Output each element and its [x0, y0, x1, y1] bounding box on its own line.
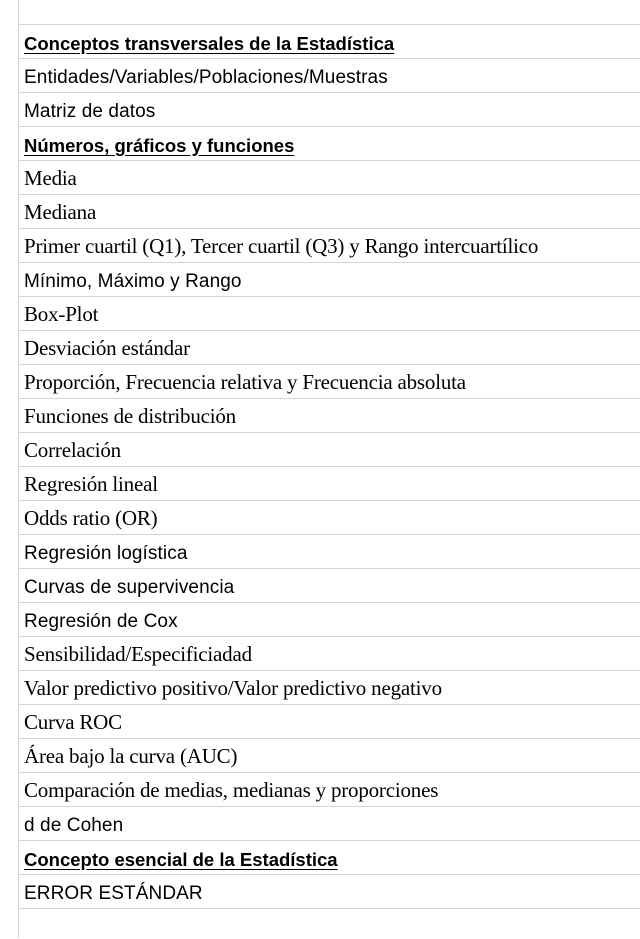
cell[interactable]	[18, 773, 640, 807]
column-a	[18, 0, 640, 939]
cell-text: Sensibilidad/Especificiadad	[24, 642, 252, 666]
cell-text: d de Cohen	[24, 815, 124, 836]
cell-text: Curva ROC	[24, 710, 122, 734]
cell[interactable]	[18, 399, 640, 433]
cell[interactable]	[18, 875, 640, 909]
cell[interactable]	[18, 603, 640, 637]
cell-text: Matriz de datos	[24, 101, 156, 122]
cell[interactable]	[18, 671, 640, 705]
row-header-gutter	[0, 0, 19, 938]
cell[interactable]	[18, 229, 640, 263]
cell[interactable]	[18, 739, 640, 773]
cell-text: Odds ratio (OR)	[24, 506, 158, 530]
cell-text: Comparación de medias, medianas y proporciones	[24, 778, 439, 802]
cell[interactable]	[18, 501, 640, 535]
cell[interactable]	[18, 569, 640, 603]
cell[interactable]	[18, 637, 640, 671]
cell-text: ERROR ESTÁNDAR	[24, 883, 203, 904]
empty-cell[interactable]	[18, 0, 640, 25]
cell-text: Media	[24, 166, 77, 190]
cell[interactable]	[18, 161, 640, 195]
cell[interactable]	[18, 93, 640, 127]
cell-text: Conceptos transversales de la Estadística	[24, 32, 395, 54]
cell[interactable]	[18, 807, 640, 841]
cell[interactable]	[18, 535, 640, 569]
cell[interactable]	[18, 195, 640, 229]
cell[interactable]	[18, 433, 640, 467]
cell[interactable]	[18, 263, 640, 297]
empty-cell[interactable]	[18, 909, 640, 939]
cell-text: Funciones de distribución	[24, 404, 236, 428]
cell-text: Regresión logística	[24, 543, 188, 564]
cell-text: Entidades/Variables/Poblaciones/Muestras	[24, 67, 388, 88]
cell-text: Mínimo, Máximo y Rango	[24, 271, 242, 292]
cell-text: Regresión de Cox	[24, 611, 178, 632]
cell-text: Números, gráficos y funciones	[24, 134, 295, 156]
cell-text: Valor predictivo positivo/Valor predictivo negativo	[24, 676, 442, 700]
cell-text: Box-Plot	[24, 302, 99, 326]
cell-text: Proporción, Frecuencia relativa y Frecuencia absoluta	[24, 370, 466, 394]
cell-text: Desviación estándar	[24, 336, 190, 360]
cell[interactable]	[18, 297, 640, 331]
cell-heading[interactable]	[18, 127, 640, 161]
cell-heading[interactable]	[18, 841, 640, 875]
cell-text: Área bajo la curva (AUC)	[24, 744, 238, 768]
cell-text: Concepto esencial de la Estadística	[24, 848, 338, 870]
cell-text: Regresión lineal	[24, 472, 158, 496]
cell[interactable]	[18, 365, 640, 399]
cell-text: Primer cuartil (Q1), Tercer cuartil (Q3) y Rango intercuartílico	[24, 234, 539, 258]
cell[interactable]	[18, 467, 640, 501]
cell[interactable]	[18, 331, 640, 365]
cell-text: Curvas de supervivencia	[24, 577, 235, 598]
cell-text: Correlación	[24, 438, 121, 462]
cell[interactable]	[18, 59, 640, 93]
cell[interactable]	[18, 705, 640, 739]
cell-heading[interactable]	[18, 25, 640, 59]
cell-text: Mediana	[24, 200, 97, 224]
